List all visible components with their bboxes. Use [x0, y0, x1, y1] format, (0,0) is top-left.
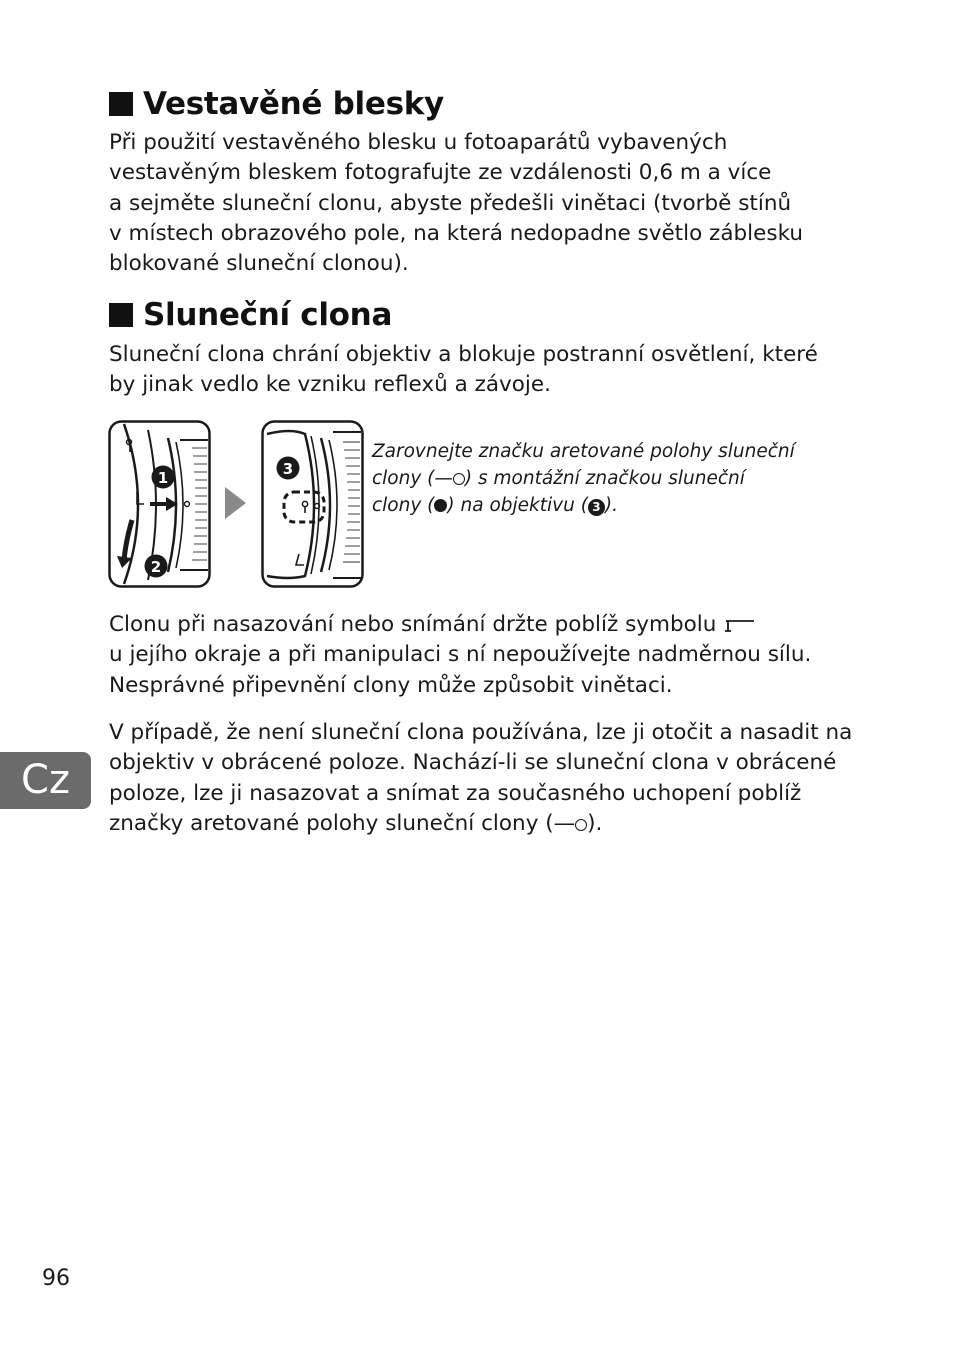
figure-caption: [372, 438, 832, 519]
lock-mark-ring-icon: [453, 473, 465, 485]
text-line: Při použití vestavěného blesku u fotoaparátů vybavených: [109, 130, 728, 155]
language-tab: Cz: [0, 752, 91, 809]
text-line: vestavěným bleskem fotografujte ze vzdálenosti 0,6 m a více: [109, 160, 772, 186]
text-line: v místech obrazového pole, na která nedopadne světlo záblesku: [109, 220, 803, 246]
caption-text: ) s montážní značkou sluneční: [464, 468, 745, 489]
caption-line: [372, 465, 832, 492]
caption-line: [372, 492, 832, 519]
text-line: V případě, že není sluneční clona používána, lze ji otočit a nasadit na: [109, 720, 853, 745]
caption-line: Zarovnejte značku aretované polohy sluneční: [372, 441, 795, 462]
caption-text: clony (: [372, 495, 435, 516]
text-segment: Clonu při nasazování nebo snímání držte poblíž symbolu: [109, 612, 717, 637]
section-heading-built-in-flash: [109, 86, 444, 122]
text-line: objektiv v obrácené poloze. Nachází-li se sluneční clona v obrácené: [109, 750, 837, 776]
step-3-label: 3: [282, 460, 294, 478]
text-segment: ).: [587, 810, 603, 836]
paragraph-handling: [109, 610, 849, 701]
text-line: a sejměte sluneční clonu, abyste předešli vinětaci (tvorbě stínů: [109, 190, 792, 216]
section-heading-lens-hood: [109, 297, 392, 333]
hood-attach-illustration-left: [108, 420, 212, 590]
text-line: by jinak vedlo ke vzniku reflexů a závoje.: [109, 372, 551, 398]
hood-attach-illustration-right: [261, 420, 365, 590]
text-segment: značky aretované polohy sluneční clony (—: [109, 810, 576, 836]
step-3-inline-badge: 3: [588, 499, 605, 516]
paragraph-built-in-flash: [109, 128, 849, 279]
text-line: [109, 809, 849, 839]
hood-edge-symbol-icon: [723, 617, 757, 633]
section-title: Sluneční clona: [143, 297, 393, 333]
paragraph-reversed-storage: [109, 718, 853, 839]
lock-mark-ring-icon: [575, 819, 587, 831]
text-line: u jejího okraje a při manipulaci s ní nepoužívejte nadměrnou sílu.: [109, 642, 812, 668]
heading-square-icon: [109, 303, 133, 327]
step-1-label: 1: [157, 469, 169, 487]
page-number: 96: [42, 1266, 70, 1291]
caption-text: ) na objektivu (: [447, 495, 588, 516]
next-step-arrow-icon: [222, 486, 248, 520]
heading-square-icon: [109, 92, 133, 116]
text-line: poloze, lze ji nasazovat a snímat za současného uchopení poblíž: [109, 780, 802, 806]
text-line: Nesprávné připevnění clony může způsobit vinětaci.: [109, 672, 673, 698]
step-2-label: 2: [150, 558, 162, 576]
text-line: Sluneční clona chrání objektiv a blokuje postranní osvětlení, které: [109, 342, 818, 367]
text-line: [109, 610, 849, 640]
mount-mark-dot-icon: [434, 499, 447, 512]
caption-text: clony (—: [372, 468, 453, 489]
paragraph-lens-hood-intro: [109, 340, 849, 401]
caption-text: ).: [604, 495, 619, 516]
section-title: Vestavěné blesky: [143, 86, 444, 122]
text-line: blokované sluneční clonou).: [109, 251, 409, 277]
